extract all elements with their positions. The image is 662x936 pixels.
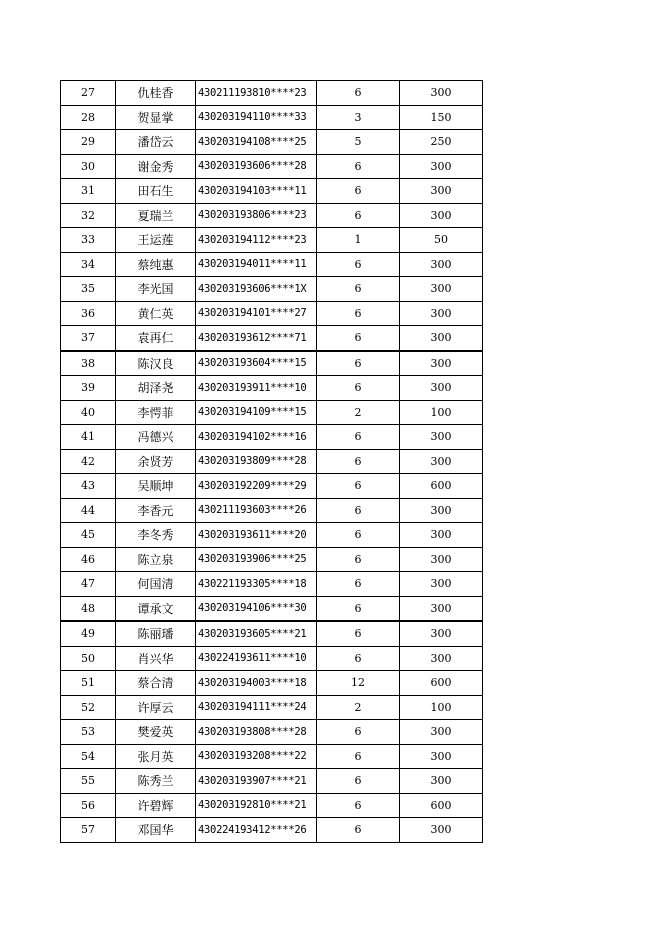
table-body: [61, 81, 483, 843]
row-number-cell: 45: [61, 523, 116, 548]
id-number-cell: 430203193911****10: [196, 376, 317, 401]
months-cell: 12: [317, 671, 400, 696]
months-cell: 6: [317, 793, 400, 818]
row-number-cell: 33: [61, 228, 116, 253]
months-cell: 6: [317, 474, 400, 499]
table-row: [61, 744, 483, 769]
id-number-cell: 430203193612****71: [196, 326, 317, 351]
table-row: [61, 228, 483, 253]
table-row: [61, 769, 483, 794]
row-number-cell: 41: [61, 425, 116, 450]
amount-cell: 300: [400, 818, 483, 843]
months-cell: 6: [317, 301, 400, 326]
months-cell: 3: [317, 105, 400, 130]
name-cell: 贺显掌: [116, 105, 196, 130]
table-row: [61, 203, 483, 228]
row-number-cell: 57: [61, 818, 116, 843]
name-cell: 黄仁英: [116, 301, 196, 326]
months-cell: 5: [317, 130, 400, 155]
table-row: [61, 646, 483, 671]
amount-cell: 300: [400, 326, 483, 351]
amount-cell: 300: [400, 646, 483, 671]
amount-cell: 300: [400, 252, 483, 277]
row-number-cell: 40: [61, 400, 116, 425]
id-number-cell: 430203194109****15: [196, 400, 317, 425]
table-row: [61, 818, 483, 843]
table-row: [61, 547, 483, 572]
row-number-cell: 37: [61, 326, 116, 351]
amount-cell: 600: [400, 671, 483, 696]
name-cell: 李香元: [116, 498, 196, 523]
amount-cell: 300: [400, 621, 483, 646]
id-number-cell: 430211193603****26: [196, 498, 317, 523]
months-cell: 6: [317, 154, 400, 179]
amount-cell: 300: [400, 769, 483, 794]
amount-cell: 250: [400, 130, 483, 155]
months-cell: 6: [317, 523, 400, 548]
id-number-cell: 430203192209****29: [196, 474, 317, 499]
name-cell: 李冬秀: [116, 523, 196, 548]
name-cell: 余贤芳: [116, 449, 196, 474]
id-number-cell: 430203193907****21: [196, 769, 317, 794]
name-cell: 肖兴华: [116, 646, 196, 671]
row-number-cell: 30: [61, 154, 116, 179]
table-row: [61, 351, 483, 376]
months-cell: 6: [317, 425, 400, 450]
name-cell: 冯德兴: [116, 425, 196, 450]
table-row: [61, 793, 483, 818]
amount-cell: 300: [400, 547, 483, 572]
months-cell: 6: [317, 81, 400, 106]
months-cell: 6: [317, 621, 400, 646]
id-number-cell: 430203193606****28: [196, 154, 317, 179]
months-cell: 6: [317, 203, 400, 228]
amount-cell: 100: [400, 695, 483, 720]
row-number-cell: 55: [61, 769, 116, 794]
row-number-cell: 35: [61, 277, 116, 302]
amount-cell: 600: [400, 474, 483, 499]
amount-cell: 300: [400, 154, 483, 179]
months-cell: 6: [317, 449, 400, 474]
id-number-cell: 430203194101****27: [196, 301, 317, 326]
id-number-cell: 430221193305****18: [196, 572, 317, 597]
id-number-cell: 430224193412****26: [196, 818, 317, 843]
name-cell: 陈汉良: [116, 351, 196, 376]
id-number-cell: 430203193605****21: [196, 621, 317, 646]
name-cell: 吴顺坤: [116, 474, 196, 499]
table-row: [61, 720, 483, 745]
months-cell: 6: [317, 646, 400, 671]
id-number-cell: 430203194106****30: [196, 596, 317, 621]
table-row: [61, 425, 483, 450]
row-number-cell: 28: [61, 105, 116, 130]
amount-cell: 300: [400, 425, 483, 450]
amount-cell: 300: [400, 720, 483, 745]
row-number-cell: 38: [61, 351, 116, 376]
row-number-cell: 39: [61, 376, 116, 401]
table-row: [61, 572, 483, 597]
amount-cell: 300: [400, 301, 483, 326]
id-number-cell: 430203193806****23: [196, 203, 317, 228]
id-number-cell: 430203193208****22: [196, 744, 317, 769]
table-row: [61, 81, 483, 106]
months-cell: 6: [317, 498, 400, 523]
name-cell: 谢金秀: [116, 154, 196, 179]
name-cell: 胡泽尧: [116, 376, 196, 401]
id-number-cell: 430203193606****1X: [196, 277, 317, 302]
name-cell: 仇桂香: [116, 81, 196, 106]
name-cell: 袁再仁: [116, 326, 196, 351]
months-cell: 6: [317, 720, 400, 745]
id-number-cell: 430203194011****11: [196, 252, 317, 277]
table-row: [61, 301, 483, 326]
name-cell: 许厚云: [116, 695, 196, 720]
table-row: [61, 498, 483, 523]
row-number-cell: 50: [61, 646, 116, 671]
row-number-cell: 42: [61, 449, 116, 474]
months-cell: 2: [317, 695, 400, 720]
name-cell: 田石生: [116, 179, 196, 204]
name-cell: 何国清: [116, 572, 196, 597]
id-number-cell: 430203192810****21: [196, 793, 317, 818]
months-cell: 6: [317, 547, 400, 572]
table-row: [61, 326, 483, 351]
row-number-cell: 46: [61, 547, 116, 572]
table-row: [61, 154, 483, 179]
id-number-cell: 430203193906****25: [196, 547, 317, 572]
table-row: [61, 695, 483, 720]
row-number-cell: 34: [61, 252, 116, 277]
amount-cell: 300: [400, 596, 483, 621]
id-number-cell: 430203194003****18: [196, 671, 317, 696]
id-number-cell: 430211193810****23: [196, 81, 317, 106]
table-row: [61, 105, 483, 130]
months-cell: 6: [317, 351, 400, 376]
months-cell: 6: [317, 179, 400, 204]
name-cell: 潘岱云: [116, 130, 196, 155]
id-number-cell: 430203194103****11: [196, 179, 317, 204]
id-number-cell: 430203193809****28: [196, 449, 317, 474]
amount-cell: 300: [400, 498, 483, 523]
row-number-cell: 47: [61, 572, 116, 597]
row-number-cell: 49: [61, 621, 116, 646]
row-number-cell: 56: [61, 793, 116, 818]
amount-cell: 300: [400, 277, 483, 302]
months-cell: 6: [317, 769, 400, 794]
row-number-cell: 48: [61, 596, 116, 621]
row-number-cell: 44: [61, 498, 116, 523]
amount-cell: 300: [400, 376, 483, 401]
row-number-cell: 51: [61, 671, 116, 696]
row-number-cell: 54: [61, 744, 116, 769]
table-row: [61, 474, 483, 499]
id-number-cell: 430203193604****15: [196, 351, 317, 376]
months-cell: 2: [317, 400, 400, 425]
months-cell: 6: [317, 376, 400, 401]
months-cell: 6: [317, 572, 400, 597]
amount-cell: 600: [400, 793, 483, 818]
table-row: [61, 252, 483, 277]
table-row: [61, 523, 483, 548]
name-cell: 蔡合清: [116, 671, 196, 696]
months-cell: 1: [317, 228, 400, 253]
row-number-cell: 53: [61, 720, 116, 745]
row-number-cell: 32: [61, 203, 116, 228]
months-cell: 6: [317, 596, 400, 621]
amount-cell: 300: [400, 203, 483, 228]
table-row: [61, 596, 483, 621]
months-cell: 6: [317, 277, 400, 302]
months-cell: 6: [317, 326, 400, 351]
table-row: [61, 621, 483, 646]
amount-cell: 100: [400, 400, 483, 425]
amount-cell: 300: [400, 744, 483, 769]
id-number-cell: 430203193808****28: [196, 720, 317, 745]
row-number-cell: 31: [61, 179, 116, 204]
name-cell: 邓国华: [116, 818, 196, 843]
id-number-cell: 430203194102****16: [196, 425, 317, 450]
table-row: [61, 400, 483, 425]
name-cell: 陈丽璠: [116, 621, 196, 646]
amount-cell: 300: [400, 351, 483, 376]
amount-cell: 150: [400, 105, 483, 130]
table-row: [61, 376, 483, 401]
name-cell: 许碧辉: [116, 793, 196, 818]
id-number-cell: 430224193611****10: [196, 646, 317, 671]
name-cell: 谭承文: [116, 596, 196, 621]
name-cell: 张月英: [116, 744, 196, 769]
row-number-cell: 27: [61, 81, 116, 106]
table-row: [61, 449, 483, 474]
row-number-cell: 52: [61, 695, 116, 720]
table-row: [61, 277, 483, 302]
months-cell: 6: [317, 744, 400, 769]
row-number-cell: 43: [61, 474, 116, 499]
name-cell: 夏瑞兰: [116, 203, 196, 228]
name-cell: 陈秀兰: [116, 769, 196, 794]
id-number-cell: 430203194112****23: [196, 228, 317, 253]
table-row: [61, 179, 483, 204]
months-cell: 6: [317, 818, 400, 843]
name-cell: 蔡纯惠: [116, 252, 196, 277]
amount-cell: 300: [400, 449, 483, 474]
id-number-cell: 430203194110****33: [196, 105, 317, 130]
months-cell: 6: [317, 252, 400, 277]
amount-cell: 300: [400, 572, 483, 597]
name-cell: 樊爱英: [116, 720, 196, 745]
beneficiary-table: [60, 80, 483, 843]
amount-cell: 300: [400, 81, 483, 106]
name-cell: 王运莲: [116, 228, 196, 253]
amount-cell: 300: [400, 179, 483, 204]
table-row: [61, 130, 483, 155]
row-number-cell: 36: [61, 301, 116, 326]
id-number-cell: 430203194108****25: [196, 130, 317, 155]
row-number-cell: 29: [61, 130, 116, 155]
id-number-cell: 430203193611****20: [196, 523, 317, 548]
id-number-cell: 430203194111****24: [196, 695, 317, 720]
amount-cell: 50: [400, 228, 483, 253]
amount-cell: 300: [400, 523, 483, 548]
name-cell: 李愕菲: [116, 400, 196, 425]
name-cell: 陈立泉: [116, 547, 196, 572]
table-row: [61, 671, 483, 696]
name-cell: 李光国: [116, 277, 196, 302]
